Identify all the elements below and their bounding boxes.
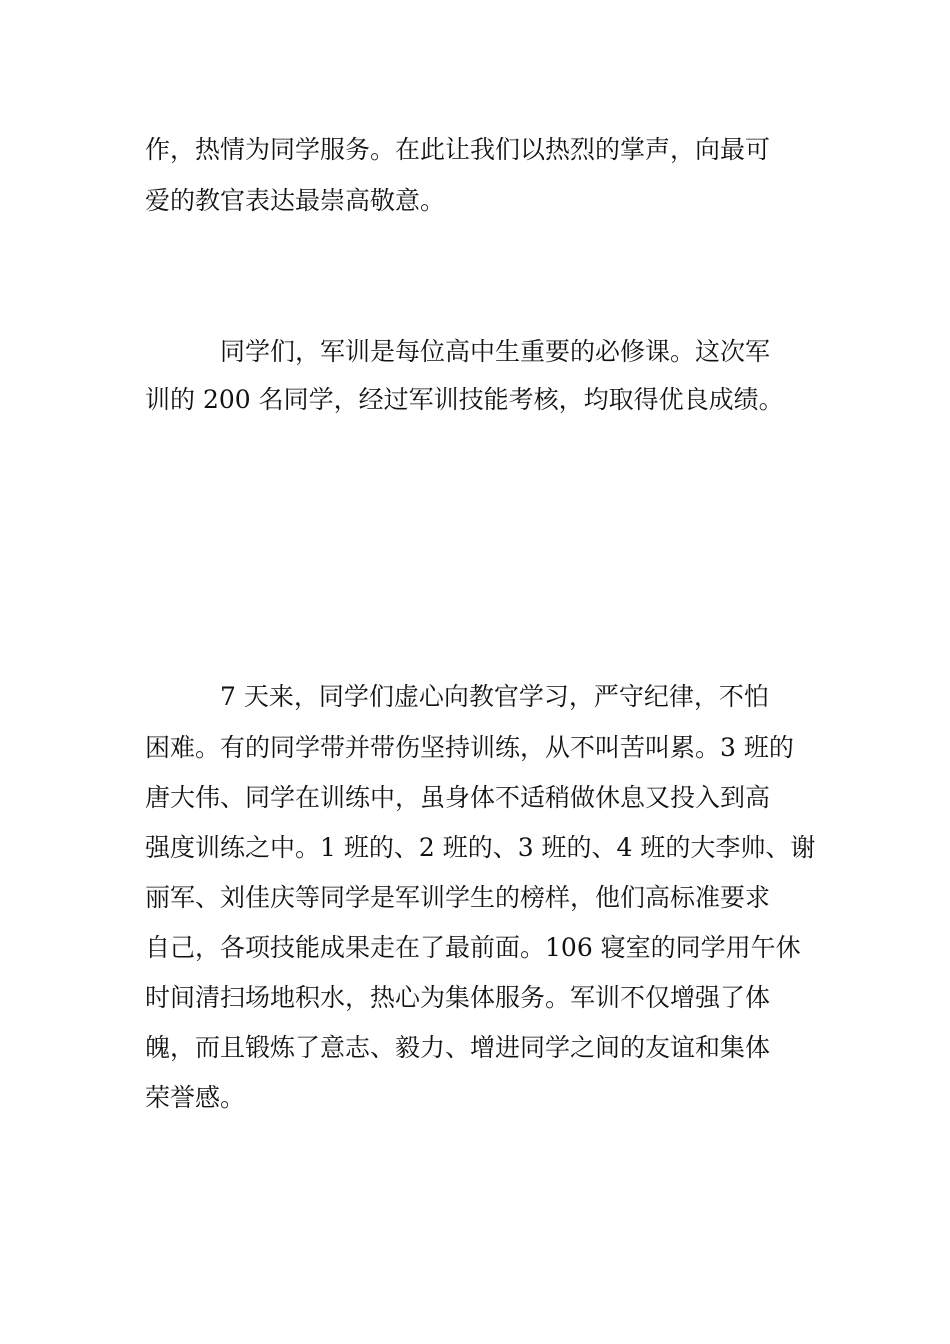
paragraph-1-line-2: 爱的教官表达最崇高敬意。 <box>145 186 446 215</box>
paragraph-2-line-1: 同学们，军训是每位高中生重要的必修课。这次军 <box>145 337 771 366</box>
paragraph-1-line-1: 作，热情为同学服务。在此让我们以热烈的掌声，向最可 <box>145 135 771 164</box>
paragraph-2-line-2: 训的 200 名同学，经过军训技能考核，均取得优良成绩。 <box>145 385 784 414</box>
paragraph-3-line-9: 荣誉感。 <box>145 1083 246 1112</box>
paragraph-3-line-4: 强度训练之中。1 班的、2 班的、3 班的、4 班的大李帅、谢 <box>145 833 815 862</box>
paragraph-3-line-6: 自己，各项技能成果走在了最前面。106 寝室的同学用午休 <box>145 933 801 962</box>
paragraph-3-line-3: 唐大伟、同学在训练中，虽身体不适稍做休息又投入到高 <box>145 783 771 812</box>
paragraph-3-line-7: 时间清扫场地积水，热心为集体服务。军训不仅增强了体 <box>145 983 771 1012</box>
paragraph-3-line-5: 丽军、刘佳庆等同学是军训学生的榜样，他们高标准要求 <box>145 883 771 912</box>
paragraph-3-line-1: 7 天来，同学们虚心向教官学习，严守纪律，不怕 <box>145 682 769 711</box>
paragraph-3-line-2: 困难。有的同学带并带伤坚持训练，从不叫苦叫累。3 班的 <box>145 733 794 762</box>
paragraph-3-line-8: 魄，而且锻炼了意志、毅力、增进同学之间的友谊和集体 <box>145 1033 771 1062</box>
